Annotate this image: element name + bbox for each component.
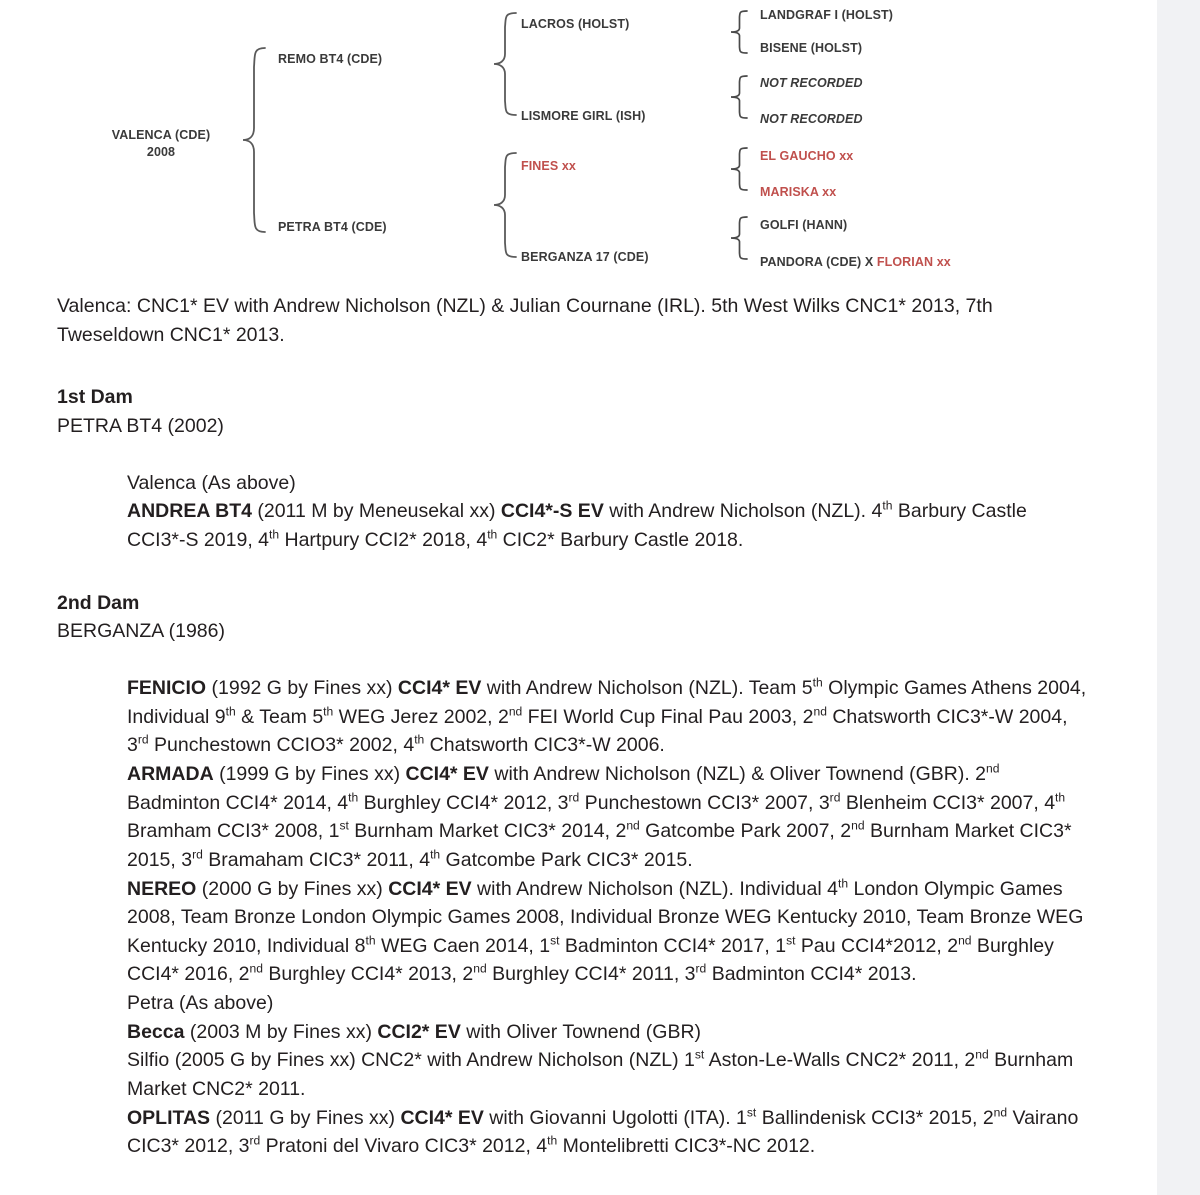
- list-item: [127, 497, 1087, 554]
- pedigree-dam-dam: BERGANZA 17 (CDE): [521, 250, 649, 264]
- progeny-breeding: (1999 G by Fines xx): [213, 762, 406, 785]
- first-dam-heading: 1st Dam: [57, 386, 133, 409]
- progeny-details: with Andrew Nicholson (NZL) & Oliver Townend (GBR). 2nd Badminton CCI4* 2014, 4th Burghley CCI4* 2012, 3rd Punchestown CCI3* 2007, 3rd Blenheim CCI3* 2007, 4th Bramham CCI3* 2008, 1st Burnham Market CIC3* 2014, 2nd Gatcombe Park 2007, 2nd Burnham Market CIC3* 2015, 3rd Bramaham CIC3* 2011, 4th Gatcombe Park CIC3* 2015.: [127, 761, 1072, 871]
- progeny-name: ARMADA: [127, 762, 214, 785]
- list-item: [127, 760, 1087, 875]
- pedigree-subject-name: VALENCA (CDE): [111, 128, 211, 142]
- progeny-breeding: (2011 G by Fines xx): [210, 1106, 401, 1129]
- list-item: [127, 875, 1087, 990]
- progeny-breeding: (2003 M by Fines xx): [184, 1020, 378, 1043]
- list-item: [127, 469, 1087, 498]
- progeny-details: with Andrew Nicholson (NZL). Individual 4th London Olympic Games 2008, Team Bronze London Olympic Games 2008, Individual Bronze WEG Kentucky 2010, Team Bronze WEG Kentucky 2010, Individual 8th WEG Caen 2014, 1st Badminton CCI4* 2017, 1st Pau CCI4*2012, 2nd Burghley CCI4* 2016, 2nd Burghley CCI4* 2013, 2nd Burghley CCI4* 2011, 3rd Badminton CCI4* 2013.: [127, 876, 1084, 986]
- list-item: [127, 1018, 1087, 1047]
- pedigree-g4-b2: NOT RECORDED: [760, 112, 863, 126]
- performance-record: [57, 292, 1087, 1161]
- progeny-name: FENICIO: [127, 676, 207, 699]
- brace-gen3-a: [729, 9, 749, 57]
- brace-gen3-d: [729, 215, 749, 263]
- brace-gen2-dam: [492, 150, 518, 262]
- list-item: [127, 674, 1087, 760]
- page-right-gutter: [1157, 0, 1200, 1195]
- first-dam-progeny-list: [127, 469, 1087, 555]
- progeny-grade: CCI4* EV: [388, 877, 472, 900]
- second-dam-name: BERGANZA (1986): [57, 620, 225, 643]
- pedigree-g4-b1: NOT RECORDED: [760, 76, 863, 90]
- spacer: [57, 555, 1087, 589]
- progeny-breeding: (2011 M by Meneusekal xx): [251, 500, 501, 523]
- progeny-name: ANDREA BT4: [127, 500, 252, 523]
- progeny-grade: CCI2* EV: [377, 1020, 461, 1043]
- spacer: [57, 646, 1087, 674]
- progeny-details: with Giovanni Ugolotti (ITA). 1st Ballindenisk CCI3* 2015, 2nd Vairano CIC3* 2012, 3rd Pratoni del Vivaro CIC3* 2012, 4th Montelibretti CIC3*-NC 2012.: [127, 1105, 1079, 1158]
- list-item: [127, 1104, 1087, 1161]
- progeny-details: with Andrew Nicholson (NZL). 4th Barbury Castle CCI3*-S 2019, 4th Hartpury CCI2* 2018, 4th CIC2* Barbury Castle 2018.: [127, 498, 1027, 551]
- list-item: [127, 1046, 1087, 1103]
- brace-gen1: [241, 45, 267, 235]
- pedigree-g4-d1: GOLFI (HANN): [760, 218, 848, 232]
- progeny-breeding: (1992 G by Fines xx): [206, 676, 398, 699]
- pedigree-subject-year: 2008: [146, 144, 176, 159]
- progeny-breeding: (2005 G by Fines xx) CNC2* with Andrew Nicholson (NZL) 1st Aston-Le-Walls CNC2* 2011, 2nd Burnham Market CNC2* 2011.: [127, 1047, 1074, 1101]
- spacer: [57, 349, 1087, 383]
- pedigree-g4-a1: LANDGRAF I (HOLST): [760, 8, 894, 22]
- progeny-grade: CCI4* EV: [397, 676, 482, 699]
- brace-gen3-b: [729, 74, 749, 122]
- pedigree-g4-d2-sire: FLORIAN xx: [876, 255, 951, 269]
- progeny-details: with Oliver Townend (GBR): [460, 1020, 702, 1043]
- pedigree-subject: [96, 127, 226, 161]
- pedigree-g4-c2: MARISKA xx: [760, 185, 837, 199]
- pedigree-dam-sire: FINES xx: [521, 159, 576, 173]
- progeny-details: with Andrew Nicholson (NZL). Team 5th Olympic Games Athens 2004, Individual 9th & Team 5th WEG Jerez 2002, 2nd FEI World Cup Final Pau 2003, 2nd Chatsworth CIC3*-W 2004, 3rd Punchestown CCIO3* 2002, 4th Chatsworth CIC3*-W 2006.: [127, 675, 1087, 757]
- progeny-name: NEREO: [127, 877, 197, 900]
- spacer: [57, 441, 1087, 469]
- pedigree-sire-dam: LISMORE GIRL (ISH): [521, 109, 646, 123]
- pedigree-sire-sire: LACROS (HOLST): [521, 17, 630, 31]
- brace-gen3-c: [729, 146, 749, 194]
- pedigree-chart: [0, 0, 1157, 288]
- pedigree-g4-d2-dam: PANDORA (CDE) X: [760, 255, 877, 269]
- progeny-grade: CCI4*-S EV: [500, 500, 604, 523]
- brace-gen2-sire: [492, 10, 518, 120]
- pedigree-g4-d2: [760, 254, 951, 271]
- second-dam-progeny-list: [127, 674, 1087, 1161]
- first-dam-name: PETRA BT4 (2002): [57, 414, 224, 437]
- progeny-name: Petra (As above): [127, 992, 274, 1015]
- progeny-name: Silfio: [127, 1049, 170, 1072]
- pedigree-dam: PETRA BT4 (CDE): [278, 220, 387, 234]
- pedigree-g4-c1: EL GAUCHO xx: [760, 149, 854, 163]
- progeny-name: OPLITAS: [127, 1106, 211, 1129]
- second-dam-heading: 2nd Dam: [57, 591, 140, 614]
- progeny-name: Becca: [127, 1020, 185, 1043]
- progeny-name: Valenca (As above): [127, 471, 296, 494]
- valenca-summary-paragraph: Valenca: CNC1* EV with Andrew Nicholson (NZL) & Julian Cournane (IRL). 5th West Wilks CNC1* 2013, 7th Tweseldown CNC1* 2013.: [57, 295, 993, 346]
- pedigree-sire: REMO BT4 (CDE): [278, 52, 383, 66]
- progeny-grade: CCI4* EV: [400, 1106, 484, 1129]
- progeny-breeding: (2000 G by Fines xx): [196, 877, 389, 900]
- pedigree-g4-a2: BISENE (HOLST): [760, 41, 863, 55]
- list-item: [127, 989, 1087, 1018]
- progeny-grade: CCI4* EV: [405, 762, 489, 785]
